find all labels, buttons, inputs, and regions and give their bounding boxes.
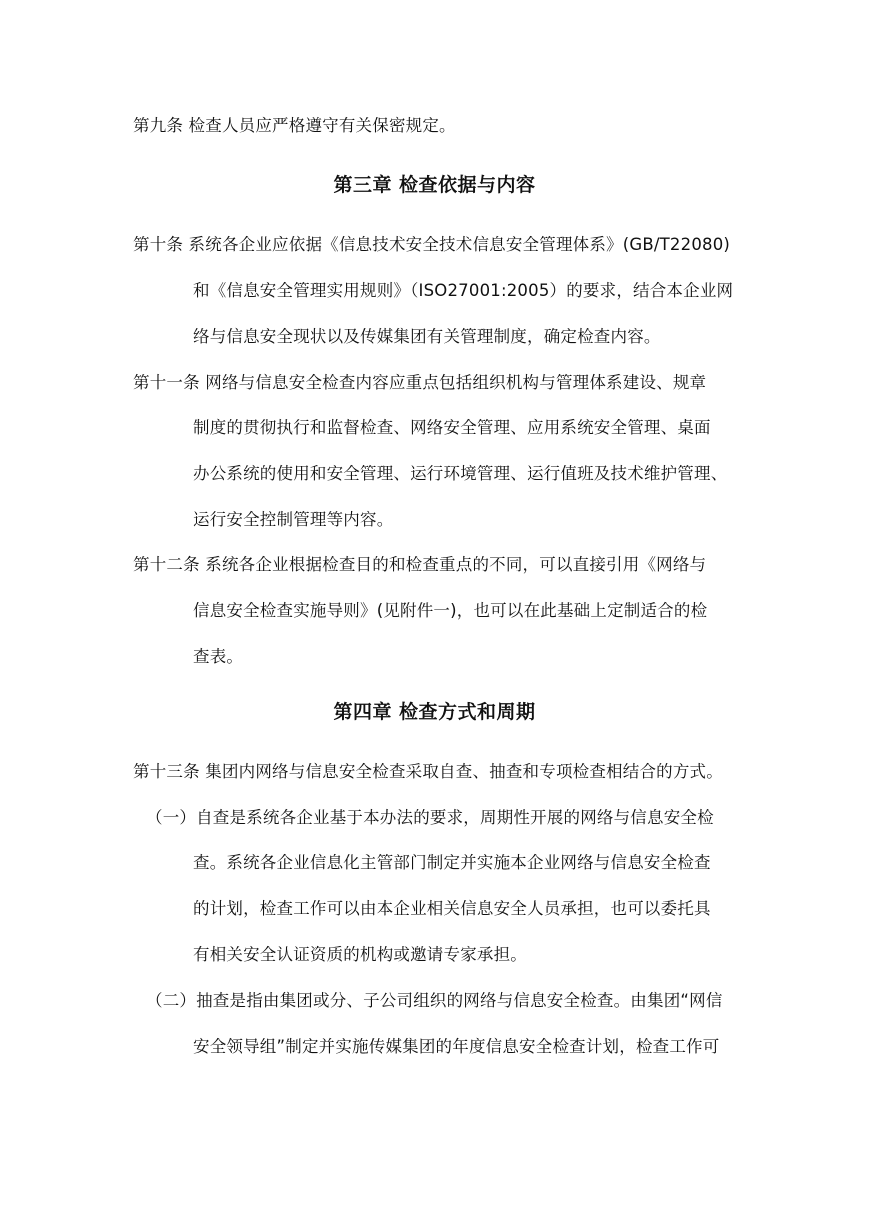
item-1-line-2: 查。系统各企业信息化主管部门制定并实施本企业网络与信息安全检查 <box>193 853 711 872</box>
item-1-line-1: （一）自查是系统各企业基于本办法的要求，周期性开展的网络与信息安全检 <box>146 808 714 827</box>
article-10-line-3: 络与信息安全现状以及传媒集团有关管理制度，确定检查内容。 <box>193 327 661 346</box>
article-13: 第十三条 集团内网络与信息安全检查采取自查、抽查和专项检查相结合的方式。 <box>133 762 723 781</box>
item-1-line-4: 有相关安全认证资质的机构或邀请专家承担。 <box>193 945 527 964</box>
article-10-line-2: 和《信息安全管理实用规则》（ISO27001:2005）的要求，结合本企业网 <box>193 281 734 300</box>
article-11-line-1: 第十一条 网络与信息安全检查内容应重点包括组织机构与管理体系建设、规章 <box>133 373 707 392</box>
article-12-line-1: 第十二条 系统各企业根据检查目的和检查重点的不同，可以直接引用《网络与 <box>133 555 707 574</box>
item-2-line-2: 安全领导组”制定并实施传媒集团的年度信息安全检查计划，检查工作可 <box>193 1037 720 1056</box>
article-11-line-4: 运行安全控制管理等内容。 <box>193 510 394 529</box>
article-9: 第九条 检查人员应严格遵守有关保密规定。 <box>133 116 456 135</box>
item-2-line-1: （二）抽查是指由集团或分、子公司组织的网络与信息安全检查。由集团“网信 <box>146 991 723 1010</box>
article-10-line-1: 第十条 系统各企业应依据《信息技术安全技术信息安全管理体系》(GB/T22080) <box>133 235 731 254</box>
chapter-4-heading: 第四章 检查方式和周期 <box>333 701 536 723</box>
article-12-line-2: 信息安全检查实施导则》(见附件一)，也可以在此基础上定制适合的检 <box>193 601 708 620</box>
article-11-line-3: 办公系统的使用和安全管理、运行环境管理、运行值班及技术维护管理、 <box>193 464 728 483</box>
chapter-3-heading: 第三章 检查依据与内容 <box>333 174 536 196</box>
article-11-line-2: 制度的贯彻执行和监督检查、网络安全管理、应用系统安全管理、桌面 <box>193 418 711 437</box>
item-1-line-3: 的计划，检查工作可以由本企业相关信息安全人员承担，也可以委托具 <box>193 899 711 918</box>
article-12-line-3: 查表。 <box>193 647 244 666</box>
